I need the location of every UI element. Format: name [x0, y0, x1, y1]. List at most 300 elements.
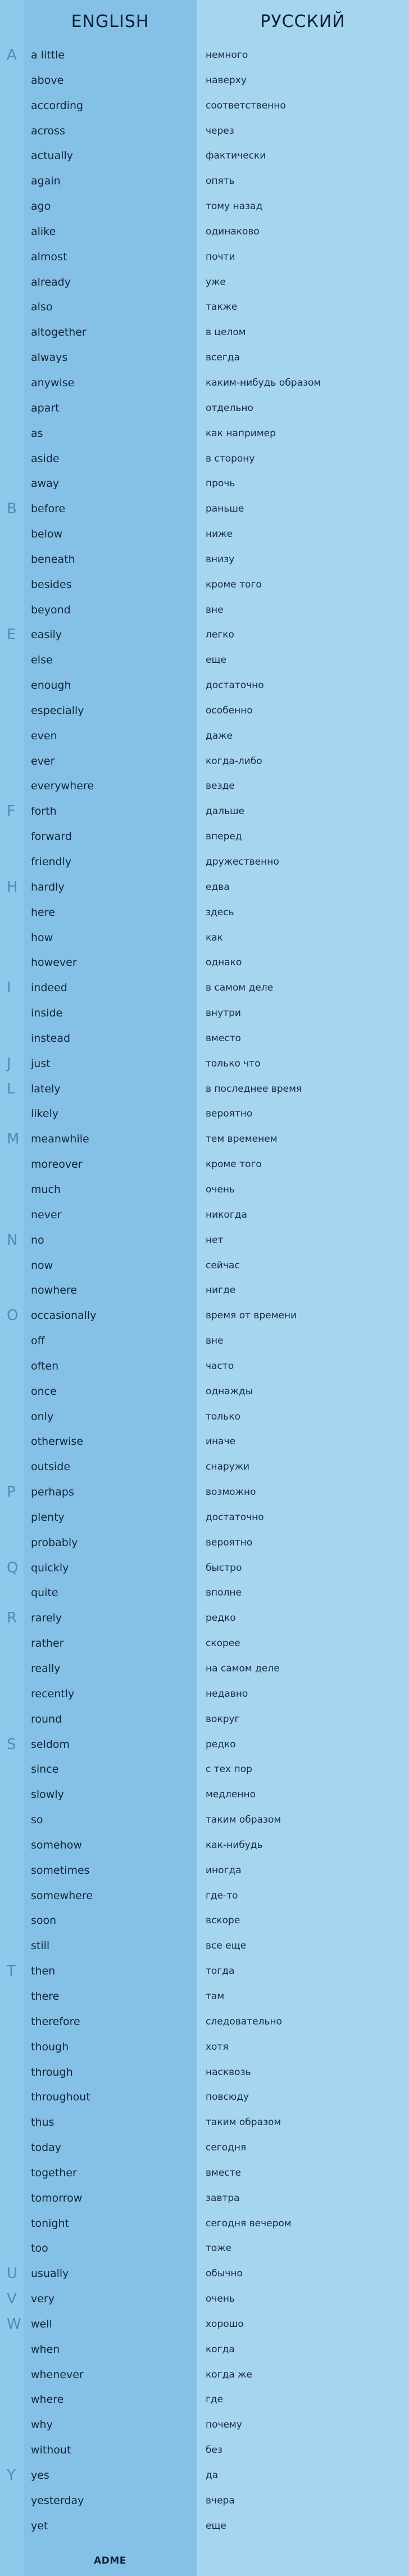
- russian-translation: таким образом: [206, 2117, 281, 2128]
- english-word: whenever: [31, 2368, 84, 2381]
- alphabet-letter: M: [7, 1131, 20, 1148]
- russian-translation: почему: [206, 2419, 242, 2431]
- english-word: plenty: [31, 1511, 65, 1524]
- english-word: besides: [31, 578, 72, 591]
- english-word: when: [31, 2343, 60, 2356]
- table-row: [0, 698, 409, 724]
- table-row: [0, 1480, 409, 1505]
- english-word: no: [31, 1233, 44, 1246]
- table-row: [0, 320, 409, 345]
- table-row: [0, 1077, 409, 1102]
- russian-translation: хотя: [206, 2041, 229, 2053]
- russian-translation: когда же: [206, 2369, 252, 2380]
- table-row: [0, 1606, 409, 1631]
- russian-translation: наверху: [206, 74, 247, 86]
- english-word: ago: [31, 200, 51, 213]
- english-word: away: [31, 477, 60, 490]
- table-row: [0, 2261, 409, 2286]
- table-row: [0, 2060, 409, 2085]
- russian-translation: отдельно: [206, 402, 253, 414]
- english-word: outside: [31, 1461, 71, 1474]
- alphabet-letter: N: [7, 1231, 18, 1249]
- table-row: [0, 648, 409, 673]
- table-row: [0, 396, 409, 421]
- table-row: [0, 2135, 409, 2161]
- russian-translation: без: [206, 2444, 222, 2456]
- russian-translation: редко: [206, 1612, 236, 1624]
- english-word: too: [31, 2242, 48, 2255]
- word-list: [0, 43, 409, 2539]
- table-row: [0, 370, 409, 396]
- russian-translation: как например: [206, 427, 276, 439]
- russian-translation: еще: [206, 654, 226, 666]
- english-word: forward: [31, 830, 72, 843]
- table-row: [0, 1984, 409, 2009]
- english-word: instead: [31, 1032, 71, 1045]
- table-row: [0, 1177, 409, 1203]
- russian-translation: вперед: [206, 831, 242, 843]
- english-word: forth: [31, 805, 57, 818]
- english-word: probably: [31, 1536, 78, 1549]
- table-row: [0, 68, 409, 93]
- russian-translation: нет: [206, 1234, 224, 1246]
- english-word: ever: [31, 754, 55, 767]
- english-word: else: [31, 654, 53, 667]
- english-word: anywise: [31, 376, 75, 389]
- english-word: yes: [31, 2469, 49, 2482]
- english-word: together: [31, 2166, 77, 2179]
- table-row: [0, 1556, 409, 1581]
- alphabet-letter: A: [7, 47, 17, 64]
- table-row: [0, 421, 409, 446]
- english-word: thus: [31, 2116, 54, 2129]
- russian-translation: немного: [206, 49, 248, 61]
- russian-translation: одинаково: [206, 225, 260, 237]
- table-row: [0, 119, 409, 144]
- russian-translation: соответственно: [206, 100, 286, 111]
- russian-translation: везде: [206, 780, 235, 792]
- russian-translation: недавно: [206, 1688, 248, 1700]
- english-word: hardly: [31, 880, 65, 893]
- russian-translation: быстро: [206, 1562, 242, 1574]
- english-word: now: [31, 1259, 53, 1272]
- english-word: however: [31, 956, 77, 969]
- table-row: [0, 2488, 409, 2514]
- table-row: [0, 1026, 409, 1051]
- russian-translation: повсюду: [206, 2091, 249, 2103]
- english-word: likely: [31, 1108, 59, 1120]
- russian-translation: дружественно: [206, 856, 279, 867]
- table-row: [0, 1379, 409, 1404]
- table-row: [0, 1833, 409, 1858]
- russian-translation: кроме того: [206, 579, 262, 590]
- table-row: [0, 219, 409, 245]
- english-word: just: [31, 1057, 51, 1070]
- russian-translation: раньше: [206, 503, 244, 515]
- table-row: [0, 1127, 409, 1152]
- table-row: [0, 1101, 409, 1127]
- table-header: [0, 0, 409, 43]
- english-word: today: [31, 2141, 62, 2154]
- russian-translation: каким-нибудь образом: [206, 377, 321, 388]
- english-word: often: [31, 1359, 59, 1372]
- table-row: [0, 1278, 409, 1303]
- russian-translation: медленно: [206, 1789, 256, 1801]
- alphabet-letter: S: [7, 1736, 16, 1753]
- table-row: [0, 1732, 409, 1757]
- russian-translation: когда-либо: [206, 755, 262, 767]
- russian-translation: вполне: [206, 1587, 242, 1599]
- table-row: [0, 1782, 409, 1807]
- russian-translation: здесь: [206, 906, 234, 918]
- english-word: there: [31, 1990, 60, 2003]
- table-row: [0, 446, 409, 472]
- table-row: [0, 1152, 409, 1177]
- russian-translation: тому назад: [206, 201, 263, 213]
- table-row: [0, 2161, 409, 2186]
- russian-translation: в сторону: [206, 453, 255, 464]
- table-row: [0, 1959, 409, 1984]
- russian-translation: фактически: [206, 150, 266, 162]
- table-row: [0, 2009, 409, 2035]
- table-row: [0, 194, 409, 219]
- russian-translation: почти: [206, 251, 235, 263]
- table-row: [0, 93, 409, 119]
- english-word: according: [31, 99, 84, 112]
- table-row: [0, 1253, 409, 1278]
- table-row: [0, 1429, 409, 1454]
- russian-translation: таким образом: [206, 1814, 281, 1826]
- table-row: [0, 1404, 409, 1430]
- russian-translation: достаточно: [206, 680, 264, 692]
- russian-translation: кроме того: [206, 1159, 262, 1171]
- alphabet-letter: E: [7, 626, 16, 644]
- table-row: [0, 2085, 409, 2110]
- russian-translation: только: [206, 1411, 240, 1422]
- russian-translation: редко: [206, 1738, 236, 1750]
- russian-translation: следовательно: [206, 2015, 283, 2027]
- english-word: perhaps: [31, 1486, 74, 1499]
- table-row: [0, 496, 409, 522]
- english-word: almost: [31, 250, 67, 263]
- table-row: [0, 1707, 409, 1732]
- russian-translation: сегодня вечером: [206, 2217, 292, 2229]
- russian-translation: легко: [206, 629, 234, 641]
- table-row: [0, 1580, 409, 1606]
- russian-translation: вместо: [206, 1032, 241, 1044]
- russian-translation: где: [206, 2394, 224, 2406]
- alphabet-letter: Q: [7, 1559, 19, 1576]
- table-row: [0, 1203, 409, 1228]
- russian-translation: снаружи: [206, 1461, 250, 1473]
- table-row: [0, 169, 409, 194]
- english-word: already: [31, 275, 71, 288]
- table-row: [0, 43, 409, 68]
- russian-translation: в последнее время: [206, 1083, 302, 1095]
- table-row: [0, 749, 409, 774]
- table-row: [0, 849, 409, 875]
- russian-translation: никогда: [206, 1209, 247, 1221]
- russian-translation: скорее: [206, 1638, 240, 1649]
- russian-translation: однако: [206, 957, 242, 969]
- table-row: [0, 1883, 409, 1909]
- english-word: enough: [31, 679, 71, 692]
- english-word: lately: [31, 1082, 61, 1095]
- english-word: moreover: [31, 1158, 83, 1171]
- english-word: slowly: [31, 1788, 64, 1801]
- table-row: [0, 975, 409, 1001]
- alphabet-letter: F: [7, 803, 15, 820]
- russian-translation: сегодня: [206, 2142, 247, 2154]
- table-row: [0, 724, 409, 749]
- english-word: beneath: [31, 553, 75, 566]
- brand-footer: ADME: [94, 2555, 126, 2566]
- table-row: [0, 2463, 409, 2488]
- english-word: why: [31, 2419, 53, 2432]
- table-row: [0, 2312, 409, 2337]
- table-row: [0, 799, 409, 824]
- table-row: [0, 1328, 409, 1354]
- russian-translation: возможно: [206, 1486, 256, 1498]
- table-row: [0, 1001, 409, 1026]
- table-row: [0, 2387, 409, 2412]
- english-word: how: [31, 931, 53, 944]
- english-word: therefore: [31, 2015, 80, 2028]
- alphabet-letter: J: [7, 1055, 11, 1072]
- table-row: [0, 2035, 409, 2060]
- russian-translation: часто: [206, 1360, 234, 1372]
- english-word: round: [31, 1712, 62, 1725]
- english-word: much: [31, 1183, 61, 1196]
- russian-translation: опять: [206, 175, 235, 187]
- table-row: [0, 2286, 409, 2312]
- english-word: above: [31, 74, 64, 87]
- english-word: only: [31, 1410, 54, 1423]
- table-row: [0, 345, 409, 370]
- english-word: still: [31, 1940, 50, 1953]
- alphabet-letter: U: [7, 2265, 18, 2283]
- russian-translation: тогда: [206, 1965, 235, 1977]
- table-row: [0, 774, 409, 799]
- english-word: across: [31, 124, 65, 137]
- table-row: [0, 245, 409, 270]
- english-word: never: [31, 1208, 62, 1221]
- english-word: before: [31, 503, 66, 516]
- english-word: easily: [31, 629, 62, 641]
- alphabet-letter: H: [7, 878, 18, 896]
- table-row: [0, 295, 409, 320]
- russian-translation: вместе: [206, 2167, 242, 2179]
- table-row: [0, 875, 409, 900]
- english-word: once: [31, 1385, 57, 1398]
- english-word: even: [31, 729, 57, 742]
- russian-translation: прочь: [206, 478, 235, 490]
- alphabet-letter: L: [7, 1080, 15, 1097]
- russian-translation: вокруг: [206, 1713, 240, 1725]
- alphabet-letter: V: [7, 2290, 17, 2308]
- english-word: below: [31, 528, 63, 541]
- english-word: nowhere: [31, 1284, 78, 1297]
- english-word: actually: [31, 150, 74, 162]
- english-word: where: [31, 2393, 64, 2406]
- english-word: meanwhile: [31, 1133, 89, 1146]
- russian-translation: завтра: [206, 2192, 240, 2204]
- english-word: aside: [31, 452, 60, 465]
- alphabet-letter: T: [7, 1963, 16, 1980]
- english-word: soon: [31, 1914, 57, 1927]
- alphabet-letter: B: [7, 500, 17, 518]
- english-word: through: [31, 2066, 73, 2078]
- english-word: beyond: [31, 603, 71, 616]
- table-row: [0, 673, 409, 698]
- english-word: apart: [31, 401, 60, 414]
- russian-translation: уже: [206, 276, 226, 288]
- russian-translation: ниже: [206, 528, 233, 540]
- english-word: somehow: [31, 1838, 82, 1851]
- table-row: [0, 2514, 409, 2539]
- english-word: also: [31, 301, 53, 314]
- russian-translation: вчера: [206, 2494, 235, 2506]
- alphabet-letter: P: [7, 1484, 16, 1501]
- table-row: [0, 598, 409, 623]
- russian-translation: сейчас: [206, 1259, 240, 1271]
- russian-translation: вне: [206, 1335, 224, 1347]
- english-word: here: [31, 906, 55, 919]
- russian-translation: все еще: [206, 1940, 247, 1952]
- russian-translation: хорошо: [206, 2318, 244, 2330]
- english-word: then: [31, 1965, 56, 1978]
- table-row: [0, 1631, 409, 1656]
- table-row: [0, 1454, 409, 1480]
- table-row: [0, 824, 409, 849]
- english-word: friendly: [31, 856, 72, 868]
- russian-translation: дальше: [206, 806, 245, 817]
- russian-translation: тоже: [206, 2243, 232, 2254]
- russian-translation: нигде: [206, 1285, 236, 1296]
- english-word: rarely: [31, 1612, 62, 1625]
- table-row: [0, 1354, 409, 1379]
- alphabet-letter: Y: [7, 2467, 16, 2484]
- english-word: throughout: [31, 2091, 90, 2104]
- russian-translation: с тех пор: [206, 1764, 252, 1775]
- english-word: very: [31, 2293, 54, 2306]
- russian-translation: только что: [206, 1057, 261, 1069]
- english-word: yet: [31, 2519, 48, 2532]
- russian-translation: иногда: [206, 1864, 242, 1876]
- table-row: [0, 572, 409, 598]
- english-word: without: [31, 2444, 71, 2457]
- table-row: [0, 900, 409, 925]
- english-word: a little: [31, 49, 65, 61]
- table-row: [0, 2236, 409, 2261]
- english-word: tonight: [31, 2217, 69, 2230]
- russian-translation: время от времени: [206, 1310, 297, 1322]
- russian-translation: однажды: [206, 1385, 253, 1397]
- russian-translation: в самом деле: [206, 982, 274, 994]
- english-word: recently: [31, 1687, 75, 1700]
- russian-translation: особенно: [206, 704, 253, 716]
- english-word: alike: [31, 225, 56, 238]
- alphabet-letter: I: [7, 979, 11, 997]
- russian-translation: где-то: [206, 1890, 238, 1901]
- table-row: [0, 471, 409, 496]
- russian-translation: очень: [206, 2293, 235, 2305]
- russian-translation: еще: [206, 2520, 226, 2532]
- table-row: [0, 1656, 409, 1682]
- english-word: seldom: [31, 1738, 70, 1751]
- english-word: occasionally: [31, 1309, 97, 1322]
- english-word: otherwise: [31, 1435, 84, 1448]
- table-row: [0, 950, 409, 975]
- russian-translation: также: [206, 301, 238, 313]
- russian-translation: там: [206, 1990, 225, 2002]
- russian-translation: как-нибудь: [206, 1839, 263, 1851]
- russian-translation: обычно: [206, 2268, 243, 2280]
- table-row: [0, 143, 409, 169]
- alphabet-letter: R: [7, 1610, 17, 1627]
- table-row: [0, 2362, 409, 2388]
- russian-translation: через: [206, 125, 234, 137]
- english-word: since: [31, 1763, 59, 1776]
- table-row: [0, 2186, 409, 2211]
- english-word: especially: [31, 704, 84, 717]
- table-row: [0, 1530, 409, 1556]
- table-row: [0, 2110, 409, 2135]
- table-row: [0, 547, 409, 572]
- english-word: always: [31, 351, 68, 364]
- english-word: again: [31, 175, 61, 188]
- alphabet-letter: O: [7, 1307, 19, 1325]
- english-word: so: [31, 1814, 43, 1827]
- english-word: rather: [31, 1637, 64, 1650]
- russian-translation: даже: [206, 730, 233, 742]
- russian-translation: достаточно: [206, 1511, 264, 1523]
- table-row: [0, 522, 409, 547]
- russian-translation: очень: [206, 1183, 235, 1195]
- table-row: [0, 2211, 409, 2236]
- russian-translation: внутри: [206, 1007, 241, 1019]
- english-word: yesterday: [31, 2494, 84, 2507]
- english-word: usually: [31, 2267, 69, 2280]
- english-word: sometimes: [31, 1864, 90, 1877]
- english-word: really: [31, 1662, 61, 1675]
- russian-translation: вероятно: [206, 1108, 253, 1120]
- english-word: tomorrow: [31, 2191, 83, 2204]
- english-word: quite: [31, 1587, 58, 1599]
- english-column-title: ENGLISH: [24, 0, 197, 43]
- russian-translation: как: [206, 932, 223, 943]
- russian-translation: да: [206, 2470, 219, 2481]
- table-row: [0, 1933, 409, 1959]
- russian-translation: вне: [206, 604, 224, 616]
- russian-translation: насквозь: [206, 2066, 251, 2078]
- english-word: as: [31, 427, 43, 440]
- table-row: [0, 2337, 409, 2362]
- russian-translation: в целом: [206, 327, 246, 338]
- english-word: indeed: [31, 982, 67, 995]
- russian-translation: тем временем: [206, 1133, 278, 1145]
- russian-translation: когда: [206, 2343, 235, 2355]
- table-row: [0, 622, 409, 648]
- table-row: [0, 1908, 409, 1933]
- table-row: [0, 1858, 409, 1883]
- table-row: [0, 270, 409, 295]
- russian-translation: внизу: [206, 553, 235, 565]
- russian-translation: вероятно: [206, 1536, 253, 1548]
- english-word: well: [31, 2317, 52, 2330]
- table-row: [0, 1051, 409, 1077]
- english-word: everywhere: [31, 780, 94, 793]
